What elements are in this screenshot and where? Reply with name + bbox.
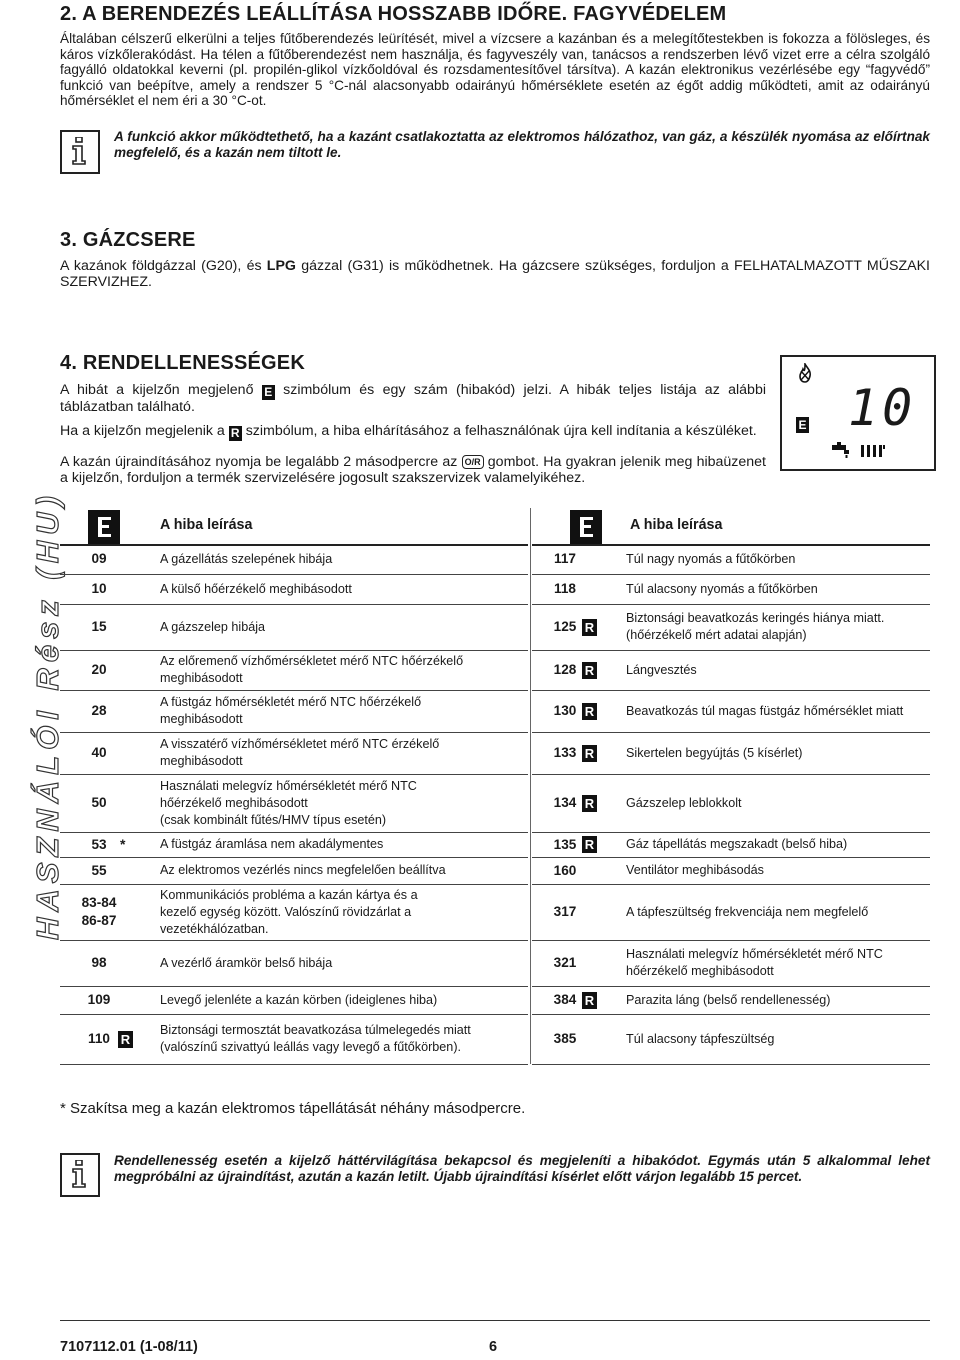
- document-code: 7107112.01 (1-08/11): [60, 1339, 198, 1355]
- table-row-rule: [532, 690, 930, 691]
- flame-warning-icon: [796, 363, 814, 383]
- footer-rule: [60, 1320, 930, 1321]
- error-code: 28: [91, 703, 107, 718]
- table-row-rule: [60, 940, 528, 941]
- table-row-rule: [532, 986, 930, 987]
- error-code: 117: [554, 551, 576, 566]
- table-row-rule: [532, 857, 930, 858]
- section-2-heading: 2. A BERENDEZÉS LEÁLLÍTÁSA HOSSZABB IDŐRE. FAGYVÉDELEM: [60, 3, 727, 25]
- table-row-rule: [532, 1014, 930, 1015]
- error-description: Túl nagy nyomás a fűtőkörben: [626, 551, 796, 566]
- table-row-rule: [532, 604, 930, 605]
- error-code: 40: [91, 745, 107, 760]
- error-description: Kommunikációs probléma a kazán kártya és a kezelő egység között. Valószínű rövidzárlat a vezetékhálózatban.: [160, 887, 418, 936]
- table-row-rule: [60, 1014, 528, 1015]
- table-row-rule: [60, 690, 528, 691]
- table-row-rule: [60, 986, 528, 987]
- restart-required-icon: R: [582, 836, 597, 853]
- error-code: 20: [91, 662, 107, 677]
- section-4-paragraph-3: A kazán újraindításához nyomja be legalább 2 másodpercre az O/R gombot. Ha gyakran jelenik meg hibaüzenet a kijelzőn, forduljon a termék szervizelésére jogosult szakszervizek valamelyikéhez.: [60, 454, 766, 486]
- table-row-rule: [532, 832, 930, 833]
- r-symbol-icon: R: [229, 426, 242, 441]
- table-row-rule: [60, 857, 528, 858]
- error-code: 134: [553, 795, 577, 810]
- error-description: Az elektromos vezérlés nincs megfelelően beállítva: [160, 863, 446, 877]
- error-description: A füstgáz áramlása nem akadálymentes: [160, 837, 384, 851]
- table-row-rule: [532, 940, 930, 941]
- info-icon: [60, 130, 100, 174]
- table-header-rule: [532, 544, 930, 546]
- tap-water-icon: [830, 441, 852, 459]
- error-code: 118: [554, 581, 576, 596]
- section-3-heading: 3. GÁZCSERE: [60, 229, 196, 251]
- section-3-paragraph: A kazánok földgázzal (G20), és LPG gázzal (G31) is működhetnek. Ha gázcsere szükséges, forduljon a FELHATALMAZOTT MŰSZAKI SZERVIZHEZ.: [60, 258, 930, 290]
- info-note-frost: A funkció akkor működtethető, ha a kazánt csatlakoztatta az elektromos hálózathoz, van gáz, a készülék nyomása az előírtnak megfelelő, és a kazán nem tiltott le.: [114, 129, 930, 160]
- error-description: Lángvesztés: [626, 662, 697, 677]
- error-description: Sikertelen begyújtás (5 kísérlet): [626, 745, 803, 760]
- restart-required-icon: R: [582, 703, 597, 720]
- error-code: 55: [91, 862, 107, 878]
- table-row-rule: [532, 732, 930, 733]
- error-code: 15: [91, 619, 107, 634]
- level-bars-icon: [860, 443, 886, 459]
- error-code: 133: [553, 745, 577, 760]
- table-row-rule: [60, 574, 528, 575]
- error-code: 110: [88, 1031, 110, 1046]
- table-row-rule: [532, 1064, 930, 1065]
- table-row-rule: [532, 650, 930, 651]
- error-description: Parazita láng (belső rendellenesség): [626, 992, 831, 1007]
- table-row-rule: [532, 574, 930, 575]
- restart-required-icon: R: [582, 795, 597, 812]
- error-code: 125: [553, 619, 577, 634]
- error-code: 130: [553, 703, 577, 718]
- error-code: 83-84 86-87: [81, 895, 117, 928]
- error-code: 09: [91, 551, 107, 566]
- error-description: A vezérlő áramkör belső hibája: [160, 955, 333, 970]
- error-description: Használati melegvíz hőmérsékletét mérő NTC hőérzékelő meghibásodott: [626, 947, 883, 978]
- error-description: Beavatkozás túl magas füstgáz hőmérséklet miatt: [626, 703, 904, 718]
- table-row-rule: [60, 884, 528, 885]
- boiler-display-panel: [780, 355, 936, 471]
- error-code: 384: [553, 992, 577, 1007]
- error-description: A gázellátás szelepének hibája: [160, 551, 333, 566]
- error-code: 135: [553, 836, 577, 852]
- error-description: A külső hőérzékelő meghibásodott: [160, 581, 352, 596]
- table-row-rule: [532, 884, 930, 885]
- error-description: Biztonsági termosztát beavatkozása túlmelegedés miatt (valószínű szivattyú leállás vagy levegő a fűtőkörben).: [160, 1023, 471, 1054]
- error-code: 160: [553, 862, 577, 878]
- reset-button-icon: O/R: [462, 455, 484, 469]
- table-header-e-icon: [88, 510, 120, 544]
- table-row-rule: [60, 832, 528, 833]
- table-header-e-icon: [570, 510, 602, 544]
- error-code: 98: [91, 955, 107, 970]
- error-description: A visszatérő vízhőmérsékletet mérő NTC érzékelő meghibásodott: [160, 737, 440, 768]
- restart-required-icon: R: [582, 745, 597, 762]
- error-description: A tápfeszültség frekvenciája nem megfelelő: [626, 904, 869, 919]
- table-header-description: A hiba leírása: [630, 517, 723, 533]
- e-symbol-icon: E: [262, 385, 275, 400]
- table-row-rule: [60, 604, 528, 605]
- section-4-paragraph-2: Ha a kijelzőn megjelenik a R szimbólum, a hiba elhárításához a felhasználónak újra kell indítania a készüléket.: [60, 423, 757, 440]
- table-header-rule: [60, 544, 528, 546]
- display-error-code: 10: [848, 379, 917, 437]
- info-icon: [60, 1153, 100, 1197]
- error-code: 321: [553, 955, 577, 970]
- error-description: Gáz tápellátás megszakadt (belső hiba): [626, 837, 848, 851]
- error-code: 10: [91, 581, 107, 596]
- error-description: Biztonsági beavatkozás keringés hiánya miatt. (hőérzékelő mért adatai alapján): [626, 611, 885, 642]
- restart-required-icon: R: [582, 992, 597, 1009]
- info-note-fault: Rendellenesség esetén a kijelző háttérvilágítása bekapcsol és megjeleníti a hibakódot. Egymás után 5 alkalommal lehet megpróbálni az újraindítást, azután a kazán letilt. Újabb újraindítási kísérlet előtt várjon legalább 15 percet.: [114, 1153, 930, 1184]
- table-row-rule: [60, 1064, 528, 1065]
- error-description: A füstgáz hőmérsékletét mérő NTC hőérzékelő meghibásodott: [160, 695, 422, 726]
- display-e-symbol-icon: E: [796, 417, 809, 433]
- restart-required-icon: R: [582, 619, 597, 636]
- table-row-rule: [532, 774, 930, 775]
- table-row-rule: [60, 650, 528, 651]
- section-4-paragraph-1: A hibát a kijelzőn megjelenő E szimbólum és egy szám (hibakód) jelzi. A hibák teljes listája az alábbi táblázatban található.: [60, 382, 766, 415]
- error-code: 109: [87, 992, 111, 1007]
- e-letter-glyph: [570, 510, 602, 544]
- footnote: * Szakítsa meg a kazán elektromos tápellátását néhány másodpercre.: [60, 1100, 526, 1117]
- page-number: 6: [489, 1339, 498, 1355]
- error-code: 385: [553, 1031, 577, 1046]
- error-code: 53: [91, 836, 107, 852]
- error-description: Levegő jelenléte a kazán körben (ideiglenes hiba): [160, 992, 438, 1007]
- error-description: A gázszelep hibája: [160, 619, 266, 634]
- table-row-rule: [60, 774, 528, 775]
- restart-required-icon: R: [582, 662, 597, 679]
- error-description: Túl alacsony nyomás a fűtőkörben: [626, 581, 818, 596]
- error-code: 128: [553, 662, 577, 677]
- error-description: Az előremenő vízhőmérsékletet mérő NTC hőérzékelő meghibásodott: [160, 654, 464, 685]
- error-code: 317: [553, 904, 577, 919]
- section-2-paragraph: Általában célszerű elkerülni a teljes fűtőberendezés leürítését, mivel a vízcsere a kazánban és a melegítőtestekben is fokozza a fölösleges, és káros vízkőlerakódást. Ha télen a fűtőberendezést nem használja, és fagyveszély van, tanácsos a rendszerben lévő vizet erre a célra szolgáló fagyálló oldatokkal keverni (pl. propilén-glikol vízkőoldóval és rozsdamentesítővel társítva). A kazán elektronikus vezérlésébe egy “fagyvédő” funkció van beépítve, amely a rendszer 5 °C-nál alacsonyabb odairányú hőmérséklete esetén az égőt addig működteti, amit az odairányú hőmérséklet el nem éri a 30 °C-ot.: [60, 31, 930, 109]
- table-header-description: A hiba leírása: [160, 517, 253, 533]
- restart-required-icon: R: [118, 1031, 133, 1048]
- error-description: Gázszelep leblokkolt: [626, 795, 742, 810]
- e-letter-glyph: [88, 510, 120, 544]
- section-4-heading: 4. RENDELLENESSÉGEK: [60, 352, 305, 374]
- footnote-marker: *: [120, 836, 126, 852]
- table-row-rule: [60, 732, 528, 733]
- sidebar-user-section-label: HASZNÁLÓI Rész (HU): [30, 490, 65, 940]
- error-description: Használati melegvíz hőmérsékletét mérő NTC hőérzékelő meghibásodott (csak kombinált fűtés/HMV típus esetén): [160, 778, 417, 827]
- error-description: Ventilátor meghibásodás: [626, 863, 764, 877]
- error-code: 50: [91, 795, 107, 810]
- error-description: Túl alacsony tápfeszültség: [626, 1031, 775, 1046]
